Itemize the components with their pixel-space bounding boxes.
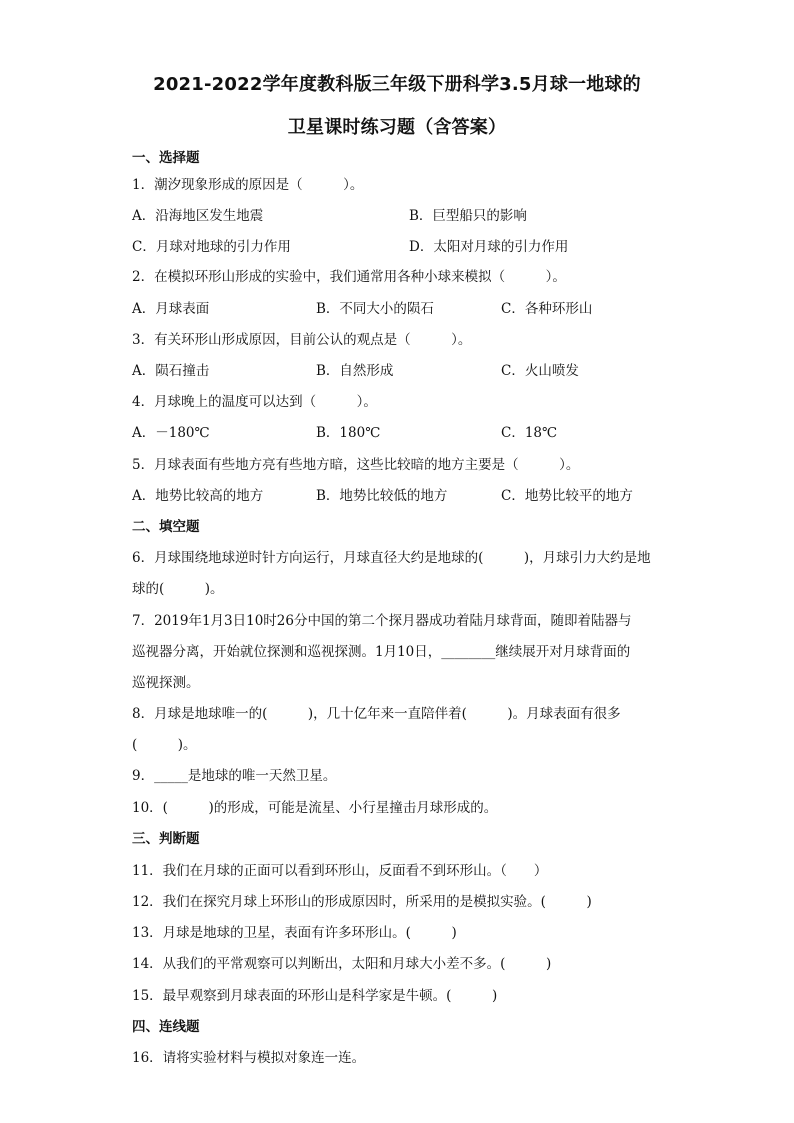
question-3-stem: 3．有关环形山形成原因，目前公认的观点是（ ）。: [132, 332, 472, 348]
question-2-option-b: B．不同大小的陨石: [316, 301, 434, 317]
page-title-line2: 卫星课时练习题（含答案）: [287, 117, 507, 138]
question-1-option-c: C．月球对地球的引力作用: [132, 239, 291, 255]
section-heading-matching: 四、连线题: [132, 1019, 200, 1035]
question-1-option-d: D．太阳对月球的引力作用: [409, 239, 569, 255]
question-2-option-a: A．月球表面: [132, 301, 210, 317]
question-6-line1: 6．月球围绕地球逆时针方向运行，月球直径大约是地球的( )，月球引力大约是地: [132, 550, 651, 566]
question-6-line2: 球的( )。: [132, 581, 224, 597]
question-1-stem: 1．潮汐现象形成的原因是（ ）。: [132, 177, 364, 193]
question-1-option-b: B．巨型船只的影响: [409, 208, 527, 224]
question-3-option-c: C．火山喷发: [501, 363, 579, 379]
section-heading-fill-blank: 二、填空题: [132, 519, 200, 535]
question-2-stem: 2．在模拟环形山形成的实验中，我们通常用各种小球来模拟（ ）。: [132, 269, 566, 285]
question-4-option-a: A．－180℃: [132, 425, 210, 441]
question-12: 12．我们在探究月球上环形山的形成原因时，所采用的是模拟实验。( ): [132, 894, 592, 910]
question-3-option-a: A．陨石撞击: [132, 363, 210, 379]
question-7-line3: 巡视探测。: [132, 675, 200, 691]
question-4-stem: 4．月球晚上的温度可以达到（ ）。: [132, 394, 377, 410]
question-7-line2: 巡视器分离，开始就位探测和巡视探测。1月10日，________继续展开对月球背面的: [132, 644, 631, 660]
question-5-option-b: B．地势比较低的地方: [316, 488, 448, 504]
question-14: 14．从我们的平常观察可以判断出，太阳和月球大小差不多。( ): [132, 956, 552, 972]
question-7-line1: 7．2019年1月3日10时26分中国的第二个探月器成功着陆月球背面，随即着陆器与: [132, 613, 632, 629]
question-5-option-c: C．地势比较平的地方: [501, 488, 633, 504]
question-13: 13．月球是地球的卫星，表面有许多环形山。( ): [132, 925, 457, 941]
question-5-stem: 5．月球表面有些地方亮有些地方暗，这些比较暗的地方主要是（ ）。: [132, 457, 580, 473]
section-heading-choice: 一、选择题: [132, 150, 200, 166]
question-4-option-b: B．180℃: [316, 425, 381, 441]
question-15: 15．最早观察到月球表面的环形山是科学家是牛顿。( ): [132, 988, 498, 1004]
question-3-option-b: B．自然形成: [316, 363, 394, 379]
question-8-line1: 8．月球是地球唯一的( )，几十亿年来一直陪伴着( )。月球表面有很多: [132, 706, 621, 722]
question-1-option-a: A．沿海地区发生地震: [132, 208, 264, 224]
question-4-option-c: C．18℃: [501, 425, 558, 441]
question-5-option-a: A．地势比较高的地方: [132, 488, 264, 504]
question-10: 10．( )的形成，可能是流星、小行星撞击月球形成的。: [132, 800, 498, 816]
section-heading-true-false: 三、判断题: [132, 831, 200, 847]
question-2-option-c: C．各种环形山: [501, 301, 593, 317]
page-title-line1: 2021-2022学年度教科版三年级下册科学3.5月球一地球的: [153, 74, 641, 95]
question-11: 11．我们在月球的正面可以看到环形山，反面看不到环形山。（ ）: [132, 863, 548, 879]
question-9: 9．_____是地球的唯一天然卫星。: [132, 768, 337, 784]
question-16: 16．请将实验材料与模拟对象连一连。: [132, 1050, 366, 1066]
question-8-line2: ( )。: [132, 737, 197, 753]
